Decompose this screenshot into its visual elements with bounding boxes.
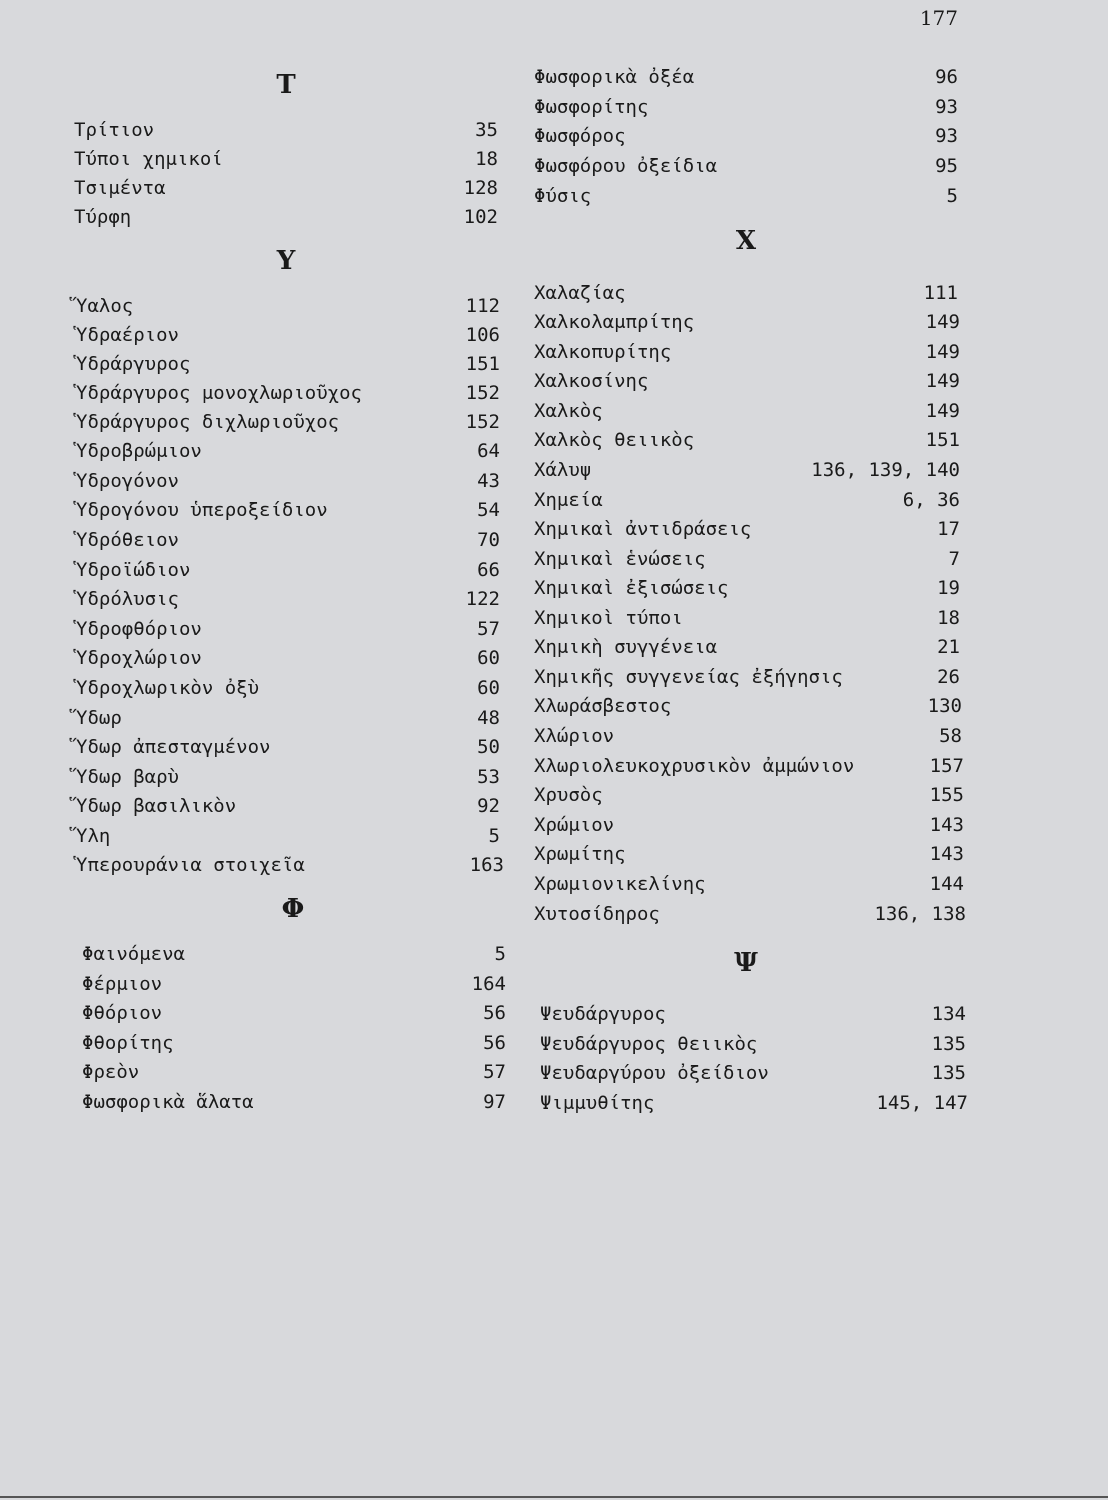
- index-entry: Χημικαὶ ἐξισώσεις 19: [534, 577, 960, 599]
- index-entry: Ὑδροχλωρικὸν ὀξὺ 60: [76, 677, 500, 699]
- index-entry: Χαλκολαμπρίτης 149: [534, 311, 960, 333]
- index-entry: Ὕδωρ ἀπεσταγμένον 50: [76, 736, 500, 758]
- index-entry: Ὑδρόθειον 70: [76, 529, 500, 551]
- page-number: 177: [919, 6, 958, 30]
- index-entry: Χρωμίτης 143: [534, 843, 964, 865]
- index-entry: Χημικαὶ ἑνώσεις 7: [534, 548, 960, 570]
- index-entry: Χαλαζίας 111: [534, 282, 958, 304]
- page-bottom-rule: [0, 1496, 1108, 1498]
- index-entry: Χρυσὸς 155: [534, 784, 964, 806]
- index-entry: Ὕδωρ βαρὺ 53: [76, 766, 500, 788]
- index-entry: Ὕλη 5: [76, 825, 500, 847]
- index-entry: Ὕαλος 112: [76, 295, 500, 317]
- index-entry: Χημικαὶ ἀντιδράσεις 17: [534, 518, 960, 540]
- section-heading-t: T: [276, 70, 296, 100]
- index-entry: Ὑδρογόνου ὑπεροξείδιον 54: [76, 499, 500, 521]
- index-entry: Τύποι χημικοί 18: [74, 148, 498, 170]
- index-entry: Χάλυψ 136, 139, 140: [534, 459, 960, 481]
- index-entry: Φθόριον 56: [82, 1002, 506, 1024]
- index-entry: Τσιμέντα 128: [74, 177, 498, 199]
- index-entry: Τύρφη 102: [74, 206, 498, 228]
- index-entry: Χημεία 6, 36: [534, 489, 960, 511]
- section-heading-psi: Ψ: [734, 948, 758, 978]
- index-entry: Φωσφορικὰ ὀξέα 96: [534, 66, 958, 88]
- index-entry: Ὑπερουράνια στοιχεῖα 163: [76, 854, 504, 876]
- index-entry: Χλωράσβεστος 130: [534, 695, 962, 717]
- index-entry: Ὑδρογόνον 43: [76, 470, 500, 492]
- index-entry: Φύσις 5: [534, 185, 958, 207]
- index-entry: Χλώριον 58: [534, 725, 962, 747]
- section-heading-y: Y: [276, 246, 296, 276]
- index-entry: Ψευδάργυρος θειικὸς 135: [540, 1033, 966, 1055]
- index-entry: Χημικὴ συγγένεια 21: [534, 636, 960, 658]
- index-entry: Φωσφόρος 93: [534, 125, 958, 147]
- index-entry: Ψευδάργυρος 134: [540, 1003, 966, 1025]
- index-entry: Φρεὸν 57: [82, 1061, 506, 1083]
- index-entry: Ὑδροϊώδιον 66: [76, 559, 500, 581]
- index-entry: Φέρμιον 164: [82, 973, 506, 995]
- index-entry: Ψευδαργύρου ὀξείδιον 135: [540, 1062, 966, 1084]
- index-entry: Χρωμιονικελίνης 144: [534, 873, 964, 895]
- index-entry: Ψιμμυθίτης 145, 147: [540, 1092, 968, 1114]
- index-entry: Ὕδωρ 48: [76, 707, 500, 729]
- index-entry: Ὑδραέριον 106: [76, 324, 500, 346]
- index-entry: Φωσφορίτης 93: [534, 96, 958, 118]
- index-entry: Ὕδωρ βασιλικὸν 92: [76, 795, 500, 817]
- index-entry: Φθορίτης 56: [82, 1032, 506, 1054]
- section-heading-chi: X: [735, 226, 757, 256]
- index-entry: Χλωριολευκοχρυσικὸν ἀμμώνιον 157: [534, 755, 964, 777]
- index-entry: Ὑδροφθόριον 57: [76, 618, 500, 640]
- index-entry: Χρώμιον 143: [534, 814, 964, 836]
- index-entry: Ὑδρόλυσις 122: [76, 588, 500, 610]
- index-entry: Φωσφόρου ὀξείδια 95: [534, 155, 958, 177]
- index-entry: Ὑδράργυρος διχλωριοῦχος 152: [76, 411, 500, 433]
- index-entry: Χημικοὶ τύποι 18: [534, 607, 960, 629]
- index-entry: Ὑδροχλώριον 60: [76, 647, 500, 669]
- index-entry: Φωσφορικὰ ἅλατα 97: [82, 1091, 506, 1113]
- index-entry: Χαλκὸς 149: [534, 400, 960, 422]
- index-entry: Χημικῆς συγγενείας ἐξήγησις 26: [534, 666, 960, 688]
- index-entry: Χαλκὸς θειικὸς 151: [534, 429, 960, 451]
- section-heading-phi: Φ: [281, 894, 305, 924]
- index-entry: Χυτοσίδηρος 136, 138: [534, 903, 966, 925]
- index-entry: Τρίτιον 35: [74, 119, 498, 141]
- index-entry: Χαλκοσίνης 149: [534, 370, 960, 392]
- index-entry: Ὑδράργυρος 151: [76, 353, 500, 375]
- index-entry: Ὑδράργυρος μονοχλωριοῦχος 152: [76, 382, 500, 404]
- index-entry: Φαινόμενα 5: [82, 943, 506, 965]
- index-entry: Ὑδροβρώμιον 64: [76, 440, 500, 462]
- index-entry: Χαλκοπυρίτης 149: [534, 341, 960, 363]
